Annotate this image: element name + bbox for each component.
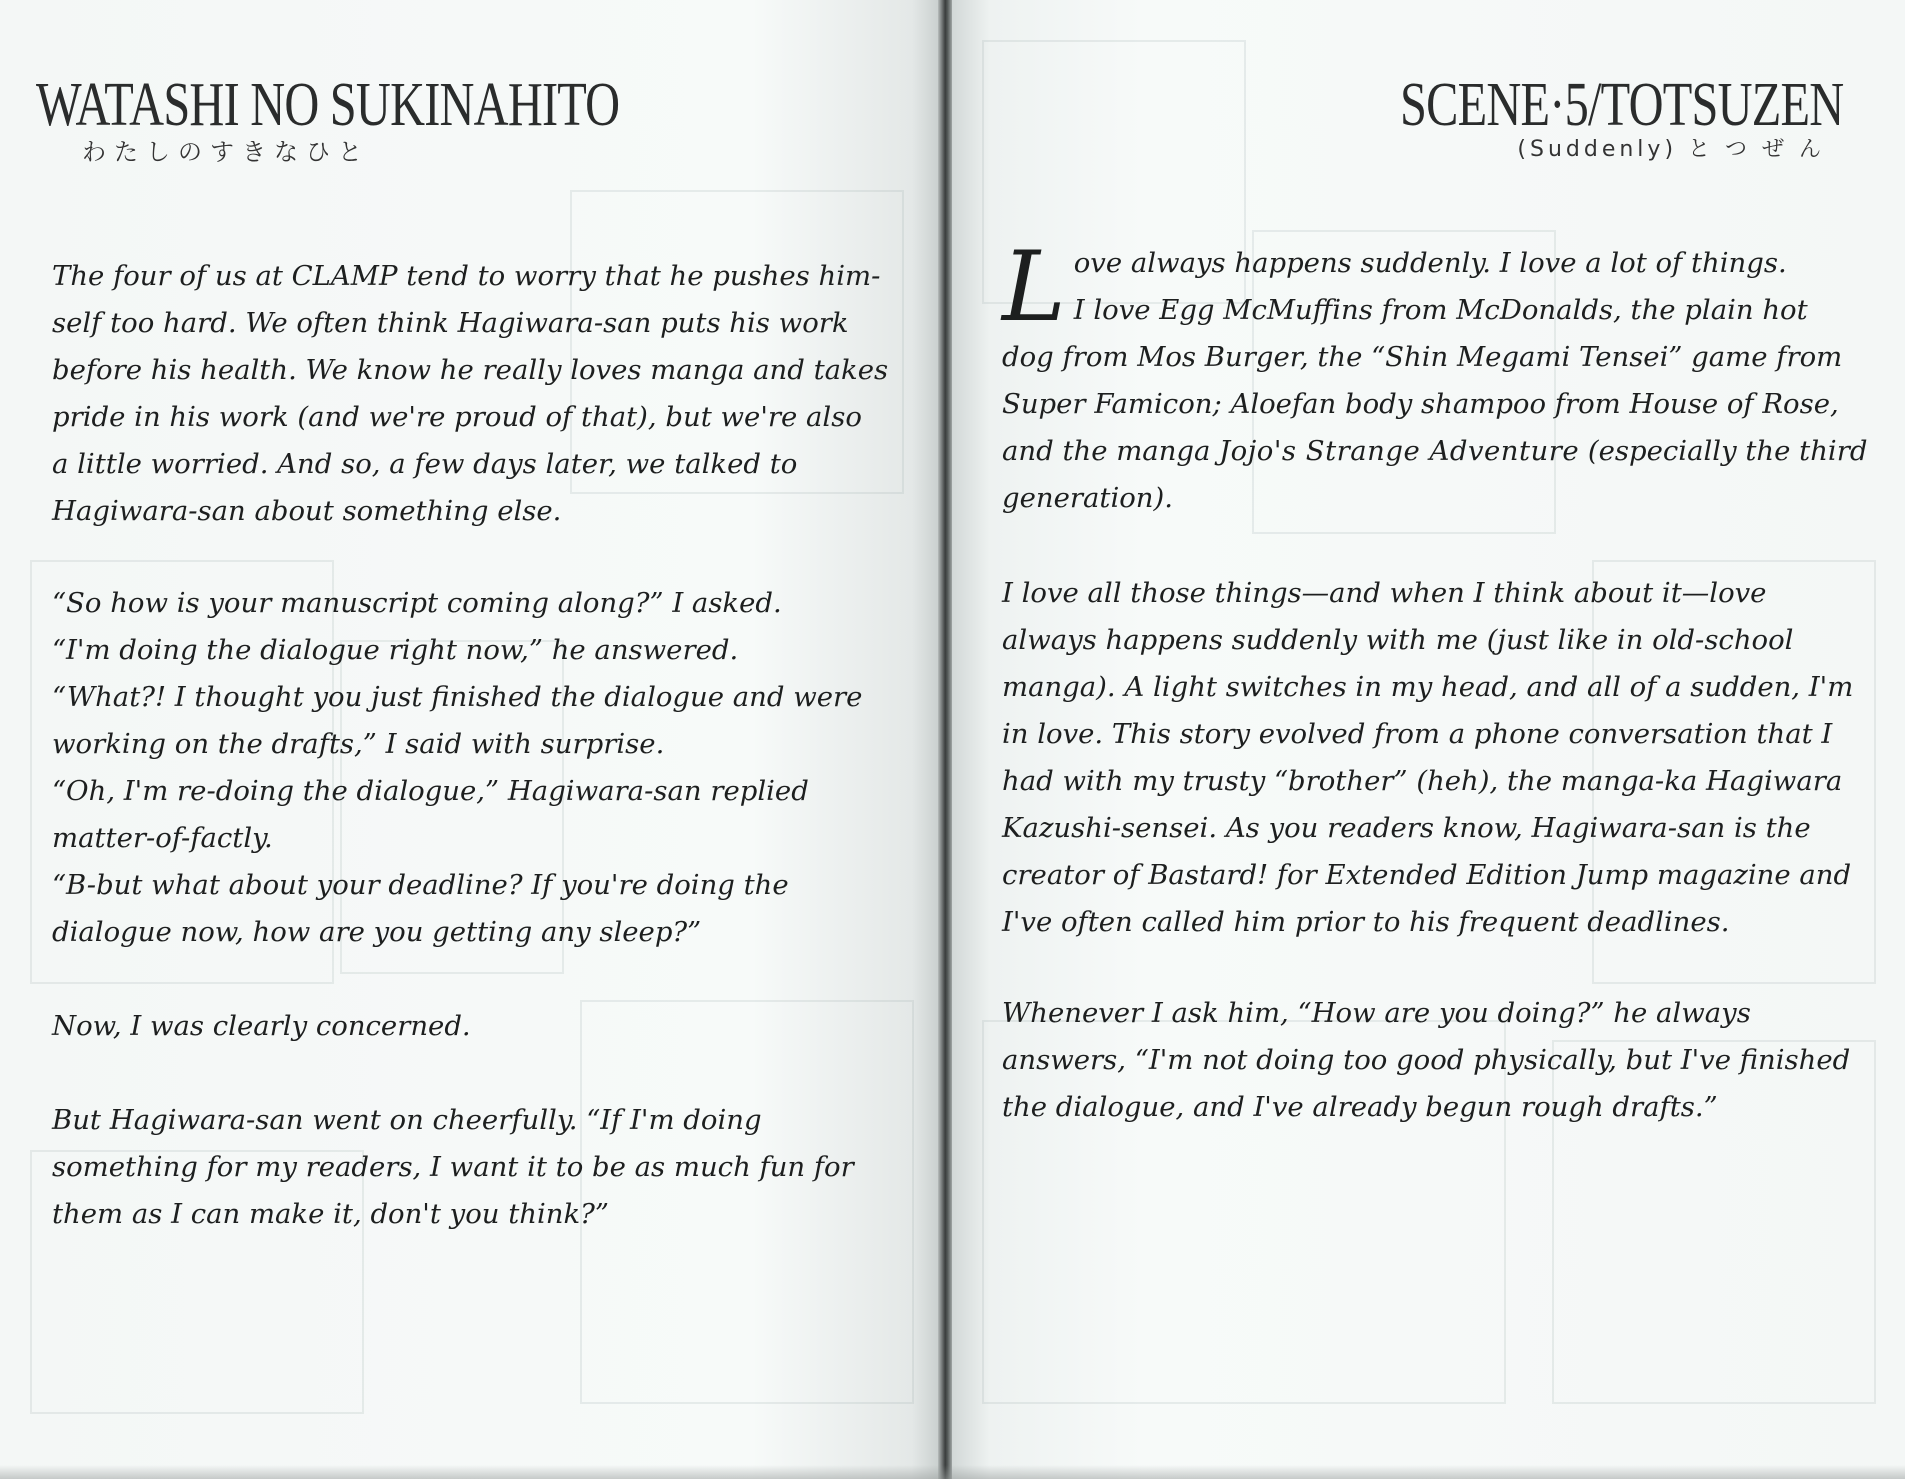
text-line: a little worried. And so, a few days later, we talked to — [52, 448, 798, 480]
text-line: But Hagiwara-san went on cheerfully. “If I'm doing — [52, 1104, 762, 1136]
text-line: self too hard. We often think Hagiwara-san puts his work — [52, 307, 849, 339]
paragraph — [52, 1003, 932, 1050]
text-line: Now, I was clearly concerned. — [52, 1010, 471, 1042]
text-line: them as I can make it, don't you think?” — [52, 1198, 609, 1230]
text-line: matter-of-factly. — [52, 822, 273, 854]
text-fragment: and the manga — [1002, 435, 1220, 467]
paragraph — [1002, 231, 1882, 522]
text-line: answers, “I'm not doing too good physically, but I've finished — [1002, 1044, 1851, 1076]
left-page — [0, 0, 940, 1479]
text-line: generation). — [1002, 482, 1173, 514]
text-line: the dialogue, and I've already begun rough drafts.” — [1002, 1091, 1718, 1123]
text-line — [1002, 852, 1882, 899]
text-line: in love. This story evolved from a phone conversation that I — [1002, 718, 1833, 750]
paragraph — [1002, 570, 1882, 946]
text-line: “Oh, I'm re-doing the dialogue,” Hagiwara-san replied — [52, 775, 809, 807]
text-line: Hagiwara-san about something else. — [52, 495, 562, 527]
text-line: The four of us at CLAMP tend to worry that he pushes him- — [52, 260, 881, 292]
book-title: Jojo's Strange Adventure — [1219, 435, 1580, 467]
text-line: had with my trusty “brother” (heh), the manga-ka Hagiwara — [1002, 765, 1843, 797]
text-line: Super Famicon; Aloefan body shampoo from House of Rose, — [1002, 388, 1839, 420]
paragraph — [52, 580, 932, 956]
text-line: working on the drafts,” I said with surprise. — [52, 728, 665, 760]
paragraph — [52, 1097, 932, 1238]
text-fragment: (especially the third — [1579, 435, 1868, 467]
page-edge-shadow — [0, 1465, 1905, 1479]
text-line: “So how is your manuscript coming along?” I asked. — [52, 587, 782, 619]
text-fragment: creator of — [1002, 859, 1149, 891]
text-line: before his health. We know he really loves manga and takes — [52, 354, 889, 386]
text-line: manga). A light switches in my head, and all of a sudden, I'm — [1002, 671, 1854, 703]
text-line: “I'm doing the dialogue right now,” he answered. — [52, 634, 739, 666]
paragraph — [1002, 990, 1882, 1131]
text-line: Kazushi-sensei. As you readers know, Hagiwara-san is the — [1002, 812, 1811, 844]
page-title: SCENE·5/TOTSUZEN — [1399, 71, 1843, 139]
text-line: dialogue now, how are you getting any sleep?” — [52, 916, 702, 948]
text-line: “B-but what about your deadline? If you're doing the — [52, 869, 789, 901]
text-line — [1002, 428, 1882, 475]
text-fragment: magazine and — [1648, 859, 1852, 891]
magazine-title: Extended Edition Jump — [1325, 859, 1649, 891]
page-subtitle: わたしのすきなひと — [82, 138, 370, 166]
text-line: I love all those things—and when I think about it—love — [1002, 577, 1767, 609]
text-line: pride in his work (and we're proud of that), but we're also — [52, 401, 862, 433]
page-title: WATASHI NO SUKINAHITO — [36, 71, 620, 139]
text-line: dog from Mos Burger, the “Shin Megami Tensei” game from — [1002, 341, 1843, 373]
text-line: something for my readers, I want it to be as much fun for — [52, 1151, 854, 1183]
text-line: “What?! I thought you just finished the dialogue and were — [52, 681, 863, 713]
text-line: I've often called him prior to his frequent deadlines. — [1002, 906, 1730, 938]
text-fragment: for — [1268, 859, 1326, 891]
paragraph — [52, 253, 932, 535]
text-line: ove always happens suddenly. I love a lot of things. — [1073, 247, 1787, 279]
drop-cap: L — [1002, 231, 1066, 343]
text-line: Whenever I ask him, “How are you doing?” he always — [1002, 997, 1751, 1029]
text-line: I love Egg McMuffins from McDonalds, the plain hot — [1073, 294, 1808, 326]
page-subtitle: (Suddenly) と つ ぜ ん — [1517, 137, 1825, 162]
text-line: always happens suddenly with me (just like in old-school — [1002, 624, 1794, 656]
magazine-title: Bastard! — [1148, 859, 1269, 891]
right-page — [952, 0, 1905, 1479]
